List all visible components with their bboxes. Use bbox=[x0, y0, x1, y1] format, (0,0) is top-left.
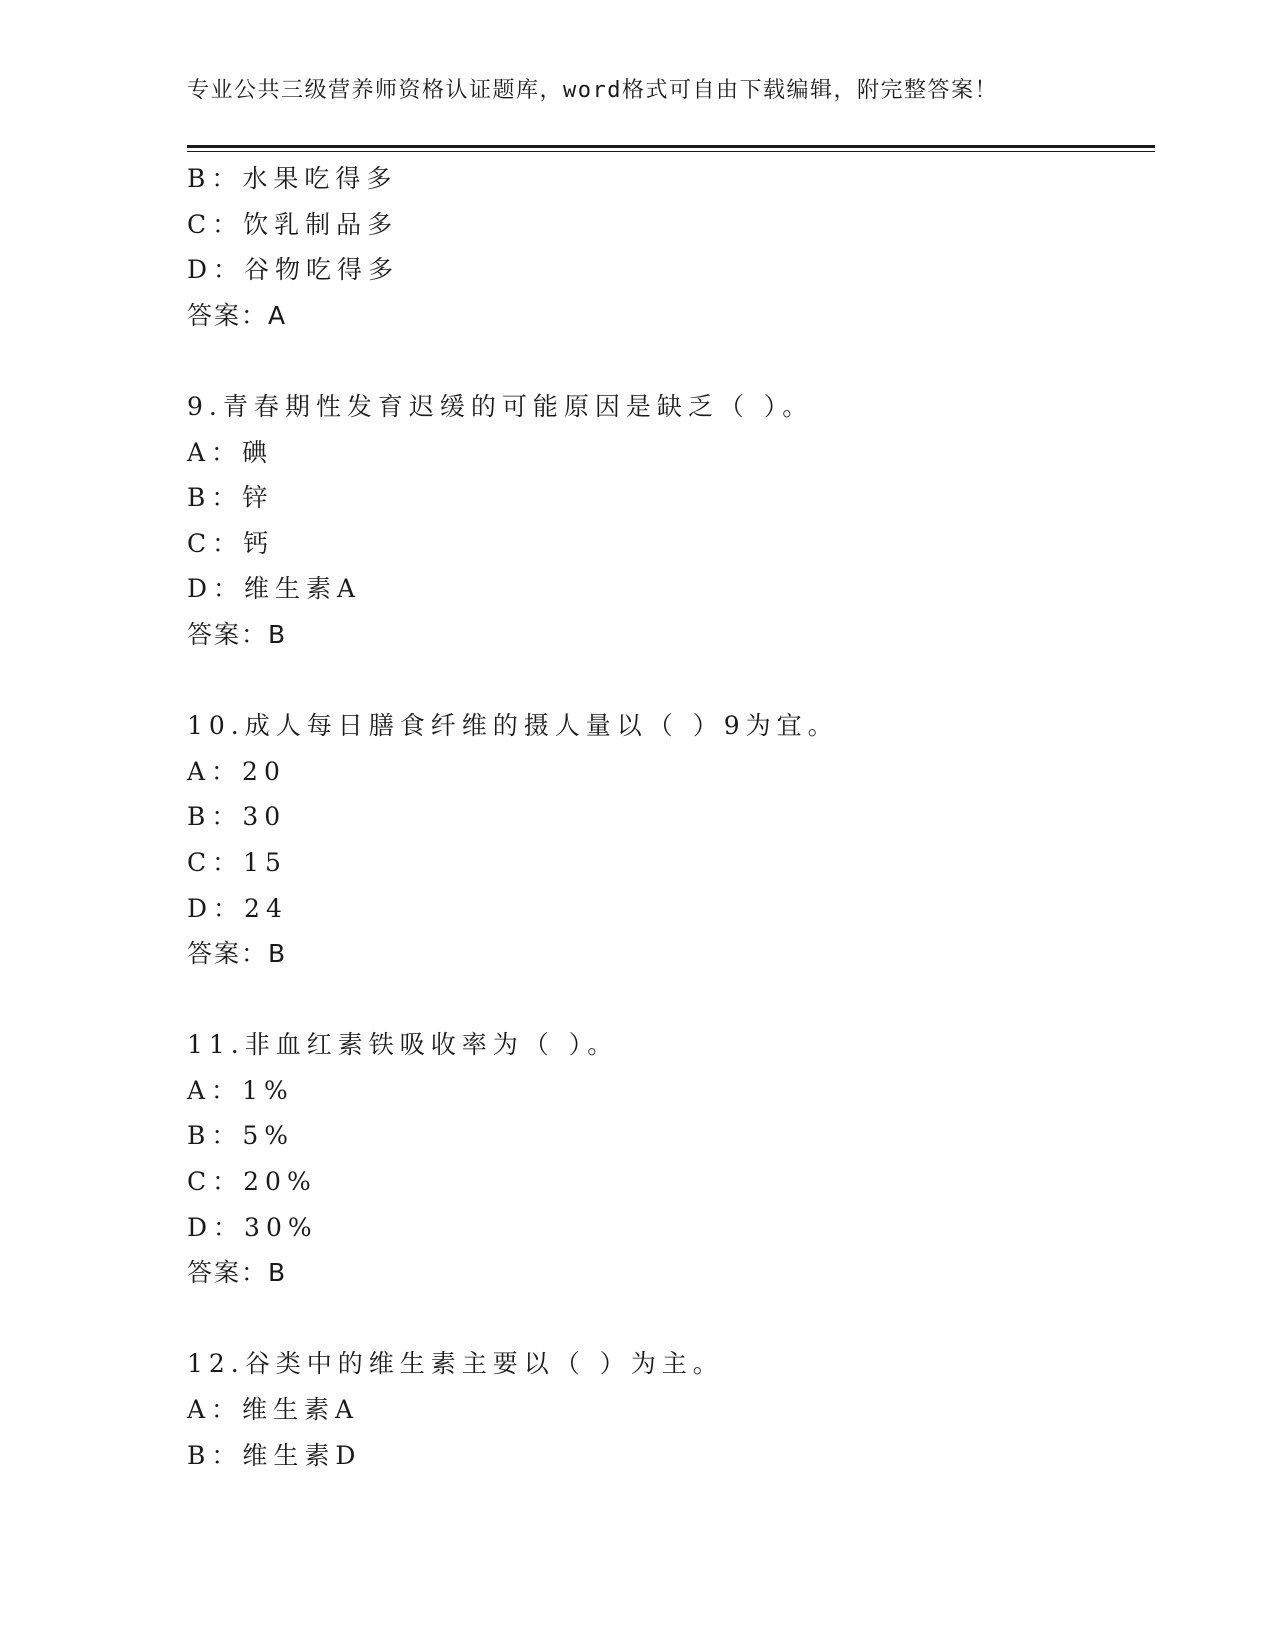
option-text: C：钙 bbox=[187, 528, 275, 558]
question-text: 10.成人每日膳食纤维的摄人量以（ ）9为宜。 bbox=[187, 711, 839, 741]
blank-line bbox=[187, 338, 1155, 384]
blank-line bbox=[187, 658, 1155, 704]
page-header: 专业公共三级营养师资格认证题库，word格式可自由下载编辑，附完整答案！ bbox=[187, 78, 998, 103]
option-text: C：20% bbox=[187, 1167, 317, 1197]
option-text: A：碘 bbox=[187, 437, 274, 467]
answer-text: 答案：B bbox=[187, 619, 288, 649]
option-text: D：24 bbox=[187, 893, 288, 923]
option-text: C：饮乳制品多 bbox=[187, 209, 399, 239]
option-text: B：维生素D bbox=[187, 1440, 362, 1470]
option-text: B：5% bbox=[187, 1121, 295, 1151]
header-rule-thick bbox=[187, 145, 1155, 148]
option-text: B：水果吃得多 bbox=[187, 164, 398, 193]
option-text: D：30% bbox=[187, 1212, 318, 1242]
document-body bbox=[187, 156, 1155, 1478]
question-text: 9.青春期性发育迟缓的可能原因是缺乏（ ）。 bbox=[187, 391, 814, 421]
header-rule-thin bbox=[187, 151, 1155, 152]
question-text: 11.非血红素铁吸收率为（ ）。 bbox=[187, 1030, 619, 1060]
option-text: A：维生素A bbox=[187, 1395, 360, 1425]
answer-text: 答案：B bbox=[187, 939, 288, 969]
option-text: C：15 bbox=[187, 847, 287, 877]
option-text: A：1% bbox=[187, 1075, 294, 1105]
blank-line bbox=[187, 1296, 1155, 1342]
answer-text: 答案：B bbox=[187, 1258, 288, 1288]
answer-text: 答案：A bbox=[187, 300, 288, 330]
option-text: D：谷物吃得多 bbox=[187, 255, 400, 285]
option-text: A：20 bbox=[187, 756, 286, 786]
question-text: 12.谷类中的维生素主要以（ ）为主。 bbox=[187, 1349, 724, 1379]
blank-line bbox=[187, 977, 1155, 1023]
option-text: B：锌 bbox=[187, 483, 274, 513]
option-text: B：30 bbox=[187, 802, 287, 832]
option-text: D：维生素A bbox=[187, 574, 362, 604]
